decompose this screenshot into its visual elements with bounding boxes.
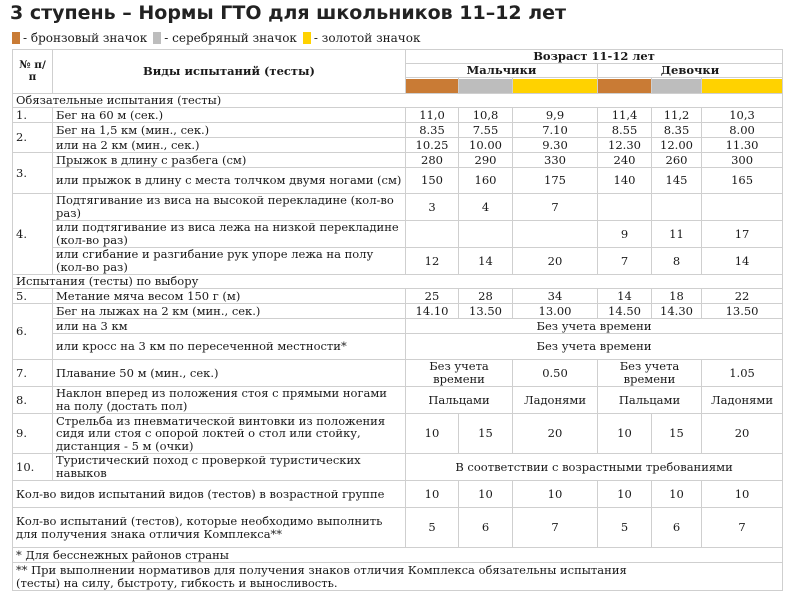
norm-value: 160 <box>459 168 513 194</box>
row-num: 8. <box>13 387 53 414</box>
norm-value: 14 <box>459 248 513 275</box>
girls-bronze-cell <box>598 78 652 94</box>
row-num: 10. <box>13 454 53 481</box>
table-row <box>13 168 783 194</box>
norm-value: 300 <box>702 153 783 168</box>
norm-value: 20 <box>513 414 598 454</box>
norm-value: 5 <box>598 508 652 548</box>
table-row <box>13 108 783 123</box>
norm-value: 12.00 <box>652 138 702 153</box>
footnote-1: * Для бесснежных районов страны <box>13 548 783 563</box>
norm-value <box>406 221 459 248</box>
norm-value: 15 <box>459 414 513 454</box>
norm-value: Ладонями <box>702 387 783 414</box>
test-name: Стрельба из пневматической винтовки из положения сидя или стоя с опорой локтей о стол или стойку, дистанция - 5 м (очки) <box>53 414 406 454</box>
section-mandatory-label: Обязательные испытания (тесты) <box>13 94 783 108</box>
norm-value: 145 <box>652 168 702 194</box>
norm-value: 10 <box>598 414 652 454</box>
row-num: 3. <box>13 153 53 194</box>
footnote-2 <box>13 563 783 591</box>
norm-value: 8.55 <box>598 123 652 138</box>
norm-value: 17 <box>702 221 783 248</box>
norm-value: 0.50 <box>513 360 598 387</box>
norm-value: 1.05 <box>702 360 783 387</box>
norm-value: 9.30 <box>513 138 598 153</box>
norm-value: 13.50 <box>702 304 783 319</box>
norm-value: 11 <box>652 221 702 248</box>
row-num: 5. <box>13 289 53 304</box>
norm-value: 280 <box>406 153 459 168</box>
norm-value: 240 <box>598 153 652 168</box>
section-optional <box>13 275 783 289</box>
norm-value: 11.30 <box>702 138 783 153</box>
table-row <box>13 123 783 138</box>
color-legend <box>12 31 426 45</box>
header-num: № п/п <box>13 50 53 94</box>
norm-value: 10.25 <box>406 138 459 153</box>
page-title: 3 ступень – Нормы ГТО для школьников 11–12 лет <box>10 2 567 24</box>
norm-value: 8.00 <box>702 123 783 138</box>
footnote-row <box>13 563 783 591</box>
test-name: или прыжок в длину с места толчком двумя ногами (см) <box>53 168 406 194</box>
norm-value: 10,3 <box>702 108 783 123</box>
test-name: Бег на 60 м (сек.) <box>53 108 406 123</box>
norm-value-span: Без учета времени <box>406 319 783 334</box>
norm-value: 11,4 <box>598 108 652 123</box>
silver-swatch <box>153 32 161 44</box>
section-mandatory <box>13 94 783 108</box>
test-name: Прыжок в длину с разбега (см) <box>53 153 406 168</box>
norm-value <box>513 221 598 248</box>
norm-value: Ладонями <box>513 387 598 414</box>
norm-value: 8.35 <box>406 123 459 138</box>
table-row <box>13 153 783 168</box>
table-row <box>13 454 783 481</box>
header-tests: Виды испытаний (тесты) <box>53 50 406 94</box>
row-num: 9. <box>13 414 53 454</box>
norm-value: 14 <box>702 248 783 275</box>
table-row <box>13 319 783 334</box>
norm-value: 260 <box>652 153 702 168</box>
table-row <box>13 508 783 548</box>
norm-value: 7.10 <box>513 123 598 138</box>
norm-value-span: В соответствии с возрастными требованиями <box>406 454 783 481</box>
table-row <box>13 221 783 248</box>
norm-value: 175 <box>513 168 598 194</box>
norm-value: 14.10 <box>406 304 459 319</box>
norm-value-span: Пальцами <box>406 387 513 414</box>
norm-value: 13.00 <box>513 304 598 319</box>
norm-value: 34 <box>513 289 598 304</box>
footnote-2-line-2: (тесты) на силу, быстроту, гибкость и выносливость. <box>16 575 338 590</box>
row-num: 7. <box>13 360 53 387</box>
norm-value: 290 <box>459 153 513 168</box>
header-age: Возраст 11-12 лет <box>406 50 783 64</box>
norm-value: 13.50 <box>459 304 513 319</box>
row-num: 1. <box>13 108 53 123</box>
norm-value: 10 <box>652 481 702 508</box>
norm-value: 7.55 <box>459 123 513 138</box>
norm-value: 9 <box>598 221 652 248</box>
norm-value: 12 <box>406 248 459 275</box>
norm-value: 6 <box>652 508 702 548</box>
header-boys: Мальчики <box>406 64 598 78</box>
test-name: Туристический поход с проверкой туристических навыков <box>53 454 406 481</box>
norm-value-span: Без учета времени <box>406 334 783 360</box>
footnote-row <box>13 548 783 563</box>
norm-value: 25 <box>406 289 459 304</box>
norm-value: 15 <box>652 414 702 454</box>
norm-value: 7 <box>513 508 598 548</box>
norm-value: 20 <box>513 248 598 275</box>
norm-value: 12.30 <box>598 138 652 153</box>
test-name: или сгибание и разгибание рук упоре лежа на полу (кол-во раз) <box>53 248 406 275</box>
header-girls: Девочки <box>598 64 783 78</box>
gto-norms-table <box>12 49 783 591</box>
boys-silver-cell <box>459 78 513 94</box>
norm-value <box>652 194 702 221</box>
test-name: Бег на лыжах на 2 км (мин., сек.) <box>53 304 406 319</box>
norm-value: 7 <box>598 248 652 275</box>
norm-value: 10 <box>513 481 598 508</box>
header-row-1 <box>13 50 783 64</box>
norm-value: 6 <box>459 508 513 548</box>
boys-gold-cell <box>513 78 598 94</box>
test-name: или подтягивание из виса лежа на низкой перекладине (кол-во раз) <box>53 221 406 248</box>
norm-value: 5 <box>406 508 459 548</box>
norm-value: 14 <box>598 289 652 304</box>
row-num: 6. <box>13 304 53 360</box>
norm-value: 18 <box>652 289 702 304</box>
norm-value: 14.30 <box>652 304 702 319</box>
test-name: или на 3 км <box>53 319 406 334</box>
norm-value: 10 <box>406 481 459 508</box>
table-row <box>13 360 783 387</box>
norm-value: 9,9 <box>513 108 598 123</box>
norm-value: 22 <box>702 289 783 304</box>
table-row <box>13 387 783 414</box>
test-name: или на 2 км (мин., сек.) <box>53 138 406 153</box>
norm-value: 10 <box>459 481 513 508</box>
row-num: 4. <box>13 194 53 275</box>
norm-value: 10.00 <box>459 138 513 153</box>
table-row <box>13 334 783 360</box>
norm-value <box>598 194 652 221</box>
test-name: Бег на 1,5 км (мин., сек.) <box>53 123 406 138</box>
norm-value: 3 <box>406 194 459 221</box>
girls-silver-cell <box>652 78 702 94</box>
bronze-legend-label: - бронзовый значок <box>23 31 148 45</box>
norm-value <box>459 221 513 248</box>
test-name: Подтягивание из виса на высокой перекладине (кол-во раз) <box>53 194 406 221</box>
norm-value-span: Без учета времени <box>406 360 513 387</box>
norm-value: 165 <box>702 168 783 194</box>
norm-value: 10 <box>406 414 459 454</box>
bronze-swatch <box>12 32 20 44</box>
test-name: или кросс на 3 км по пересеченной местности* <box>53 334 406 360</box>
norm-value: 7 <box>513 194 598 221</box>
test-name: Кол-во видов испытаний видов (тестов) в возрастной группе <box>13 481 406 508</box>
row-num: 2. <box>13 123 53 153</box>
girls-gold-cell <box>702 78 783 94</box>
boys-bronze-cell <box>406 78 459 94</box>
footnote-2-line-1: ** При выполнении нормативов для получения знаков отличия Комплекса обязательны испытания <box>16 562 627 577</box>
table-row <box>13 304 783 319</box>
norm-value <box>702 194 783 221</box>
norm-value: 10,8 <box>459 108 513 123</box>
norm-value: 330 <box>513 153 598 168</box>
gold-swatch <box>303 32 311 44</box>
norm-value: 7 <box>702 508 783 548</box>
norm-value: 10 <box>598 481 652 508</box>
table-row <box>13 248 783 275</box>
norm-value: 150 <box>406 168 459 194</box>
table-row <box>13 414 783 454</box>
norm-value-span: Пальцами <box>598 387 702 414</box>
norm-value: 8.35 <box>652 123 702 138</box>
norm-value: 11,0 <box>406 108 459 123</box>
gold-legend-label: - золотой значок <box>313 31 421 45</box>
norm-value: 10 <box>702 481 783 508</box>
table-row <box>13 481 783 508</box>
norm-value: 14.50 <box>598 304 652 319</box>
norm-value-span: Без учета времени <box>598 360 702 387</box>
norm-value: 11,2 <box>652 108 702 123</box>
table-row <box>13 138 783 153</box>
norm-value: 140 <box>598 168 652 194</box>
test-name: Плавание 50 м (мин., сек.) <box>53 360 406 387</box>
norm-value: 4 <box>459 194 513 221</box>
test-name: Метание мяча весом 150 г (м) <box>53 289 406 304</box>
test-name: Наклон вперед из положения стоя с прямыми ногами на полу (достать пол) <box>53 387 406 414</box>
norm-value: 20 <box>702 414 783 454</box>
section-optional-label: Испытания (тесты) по выбору <box>13 275 783 289</box>
table-row <box>13 289 783 304</box>
norm-value: 8 <box>652 248 702 275</box>
test-name: Кол-во испытаний (тестов), которые необходимо выполнить для получения знака отличия Комплекса** <box>13 508 406 548</box>
silver-legend-label: - серебряный значок <box>164 31 297 45</box>
norm-value: 28 <box>459 289 513 304</box>
table-row <box>13 194 783 221</box>
